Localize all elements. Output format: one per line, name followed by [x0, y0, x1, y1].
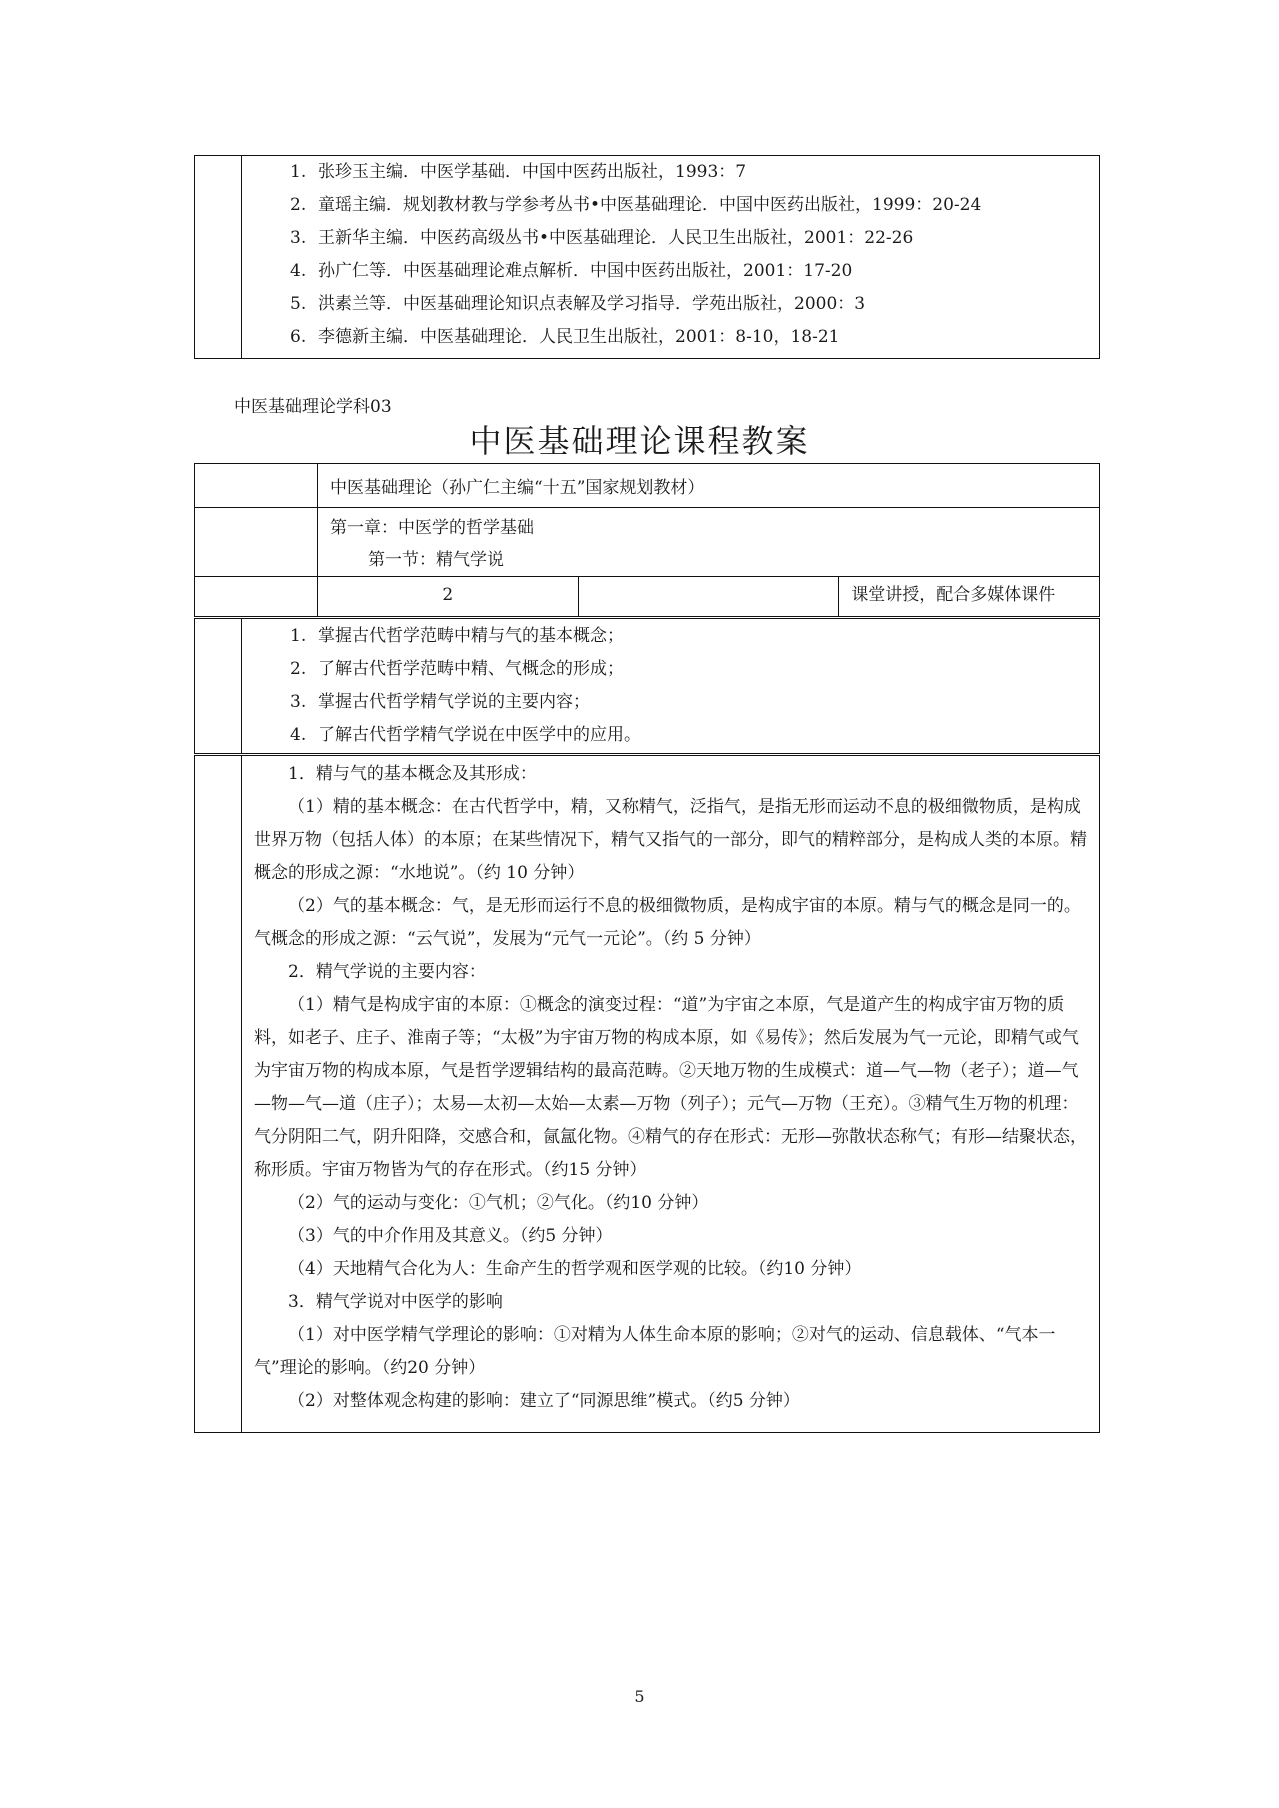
content-paragraph: （4）天地精气合化为人：生命产生的哲学观和医学观的比较。（约10 分钟）: [288, 1259, 862, 1279]
content-table: [194, 755, 1100, 1433]
hours-cell: [318, 577, 579, 617]
hours-value: 2: [442, 585, 454, 605]
list-item: 6. 李德新主编．中医基础理论．人民卫生出版社，2001：8-10，18-21: [290, 327, 840, 347]
method-value: 课堂讲授，配合多媒体课件: [851, 585, 1056, 605]
chapter-label-cell: [195, 508, 318, 577]
references-table: [194, 155, 1100, 359]
content-paragraph: （3）气的中介作用及其意义。（约5 分钟）: [288, 1226, 613, 1246]
list-item: 1. 张珍玉主编．中医学基础．中国中医药出版社，1993：7: [290, 162, 747, 182]
section-text: 第一节：精气学说: [368, 550, 504, 570]
content-label-cell: [195, 756, 242, 1433]
content-paragraph: （2）气的基本概念：气，是无形而运行不息的极细微物质，是构成宇宙的本原。精与气的概念是同一的。气概念的形成之源：“云气说”，发展为“元气一元论”。（约 5 分钟）: [254, 896, 1081, 949]
chapter-text: 第一章：中医学的哲学基础: [330, 518, 534, 538]
references-label-cell: [195, 156, 242, 359]
textbook-cell: [318, 464, 1100, 508]
content-heading: 2．精气学说的主要内容：: [288, 962, 486, 982]
content-paragraph: （2）气的运动与变化：①气机；②气化。（约10 分钟）: [288, 1193, 709, 1213]
list-item: 2. 了解古代哲学范畴中精、气概念的形成；: [290, 659, 624, 679]
page-title: 中医基础理论课程教案: [469, 422, 810, 460]
chapter-cell: [318, 508, 1100, 577]
objectives-label-cell: [195, 619, 242, 754]
list-item: 1. 掌握古代哲学范畴中精与气的基本概念；: [290, 626, 624, 646]
references-list: [242, 156, 1100, 359]
content-body: [242, 756, 1100, 1433]
list-item: 3. 王新华主编．中医药高级丛书•中医基础理论．人民卫生出版社，2001：22-26: [290, 228, 914, 248]
list-item: 4. 孙广仁等．中医基础理论难点解析．中国中医药出版社，2001：17-20: [290, 261, 853, 281]
objectives-table: [194, 618, 1100, 754]
content-heading: 3．精气学说对中医学的影响: [288, 1292, 503, 1312]
textbook-text: 中医基础理论（孙广仁主编“十五”国家规划教材）: [330, 478, 705, 498]
objectives-list: [242, 619, 1100, 754]
method-cell: [839, 577, 1100, 617]
textbook-label-cell: [195, 464, 318, 508]
list-item: 4. 了解古代哲学精气学说在中医学中的应用。: [290, 725, 641, 745]
list-item: 2. 童瑶主编．规划教材教与学参考丛书•中医基础理论．中国中医药出版社，1999：20-24: [290, 195, 982, 215]
page-number: 5: [634, 1687, 645, 1706]
list-item: 5. 洪素兰等．中医基础理论知识点表解及学习指导．学苑出版社，2000：3: [290, 294, 866, 314]
content-paragraph: （1）精的基本概念：在古代哲学中，精，又称精气，泛指气，是指无形而运动不息的极细微物质，是构成世界万物（包括人体）的本原；在某些情况下，精气又指气的一部分，即气的精粹部分，是构成人类的本原。精概念的形成之源：“水地说”。（约 10 分钟）: [254, 797, 1087, 883]
list-item: 3. 掌握古代哲学精气学说的主要内容；: [290, 692, 590, 712]
content-paragraph: （1）对中医学精气学理论的影响：①对精为人体生命本原的影响；②对气的运动、信息载体、“气本一气”理论的影响。（约20 分钟）: [254, 1325, 1056, 1378]
content-heading: 1．精与气的基本概念及其形成：: [288, 764, 537, 784]
content-paragraph: （2）对整体观念构建的影响：建立了“同源思维”模式。（约5 分钟）: [288, 1391, 800, 1411]
course-info-table: [194, 463, 1100, 617]
hours-label-cell: [195, 577, 318, 617]
discipline-label: 中医基础理论学科03: [234, 397, 392, 417]
method-label-cell: [578, 577, 839, 617]
content-paragraph: （1）精气是构成宇宙的本原：①概念的演变过程：“道”为宇宙之本原，气是道产生的构成宇宙万物的质料，如老子、庄子、淮南子等；“太极”为宇宙万物的构成本原，如《易传》；然后发展为气一元论，即精气或气为宇宙万物的构成本原，气是哲学逻辑结构的最高范畴。②天地万物的生成模式：道—气—物（老子）；道—气—物—气—道（庄子）；太易—太初—太始—太素—万物（列子）；元气—万物（王充）。③精气生万物的机理：气分阴阳二气，阴升阳降，交感合和，氤氲化物。④精气的存在形式：无形—弥散状态称气；有形—结聚状态，称形质。宇宙万物皆为气的存在形式。（约15 分钟）: [254, 995, 1087, 1180]
